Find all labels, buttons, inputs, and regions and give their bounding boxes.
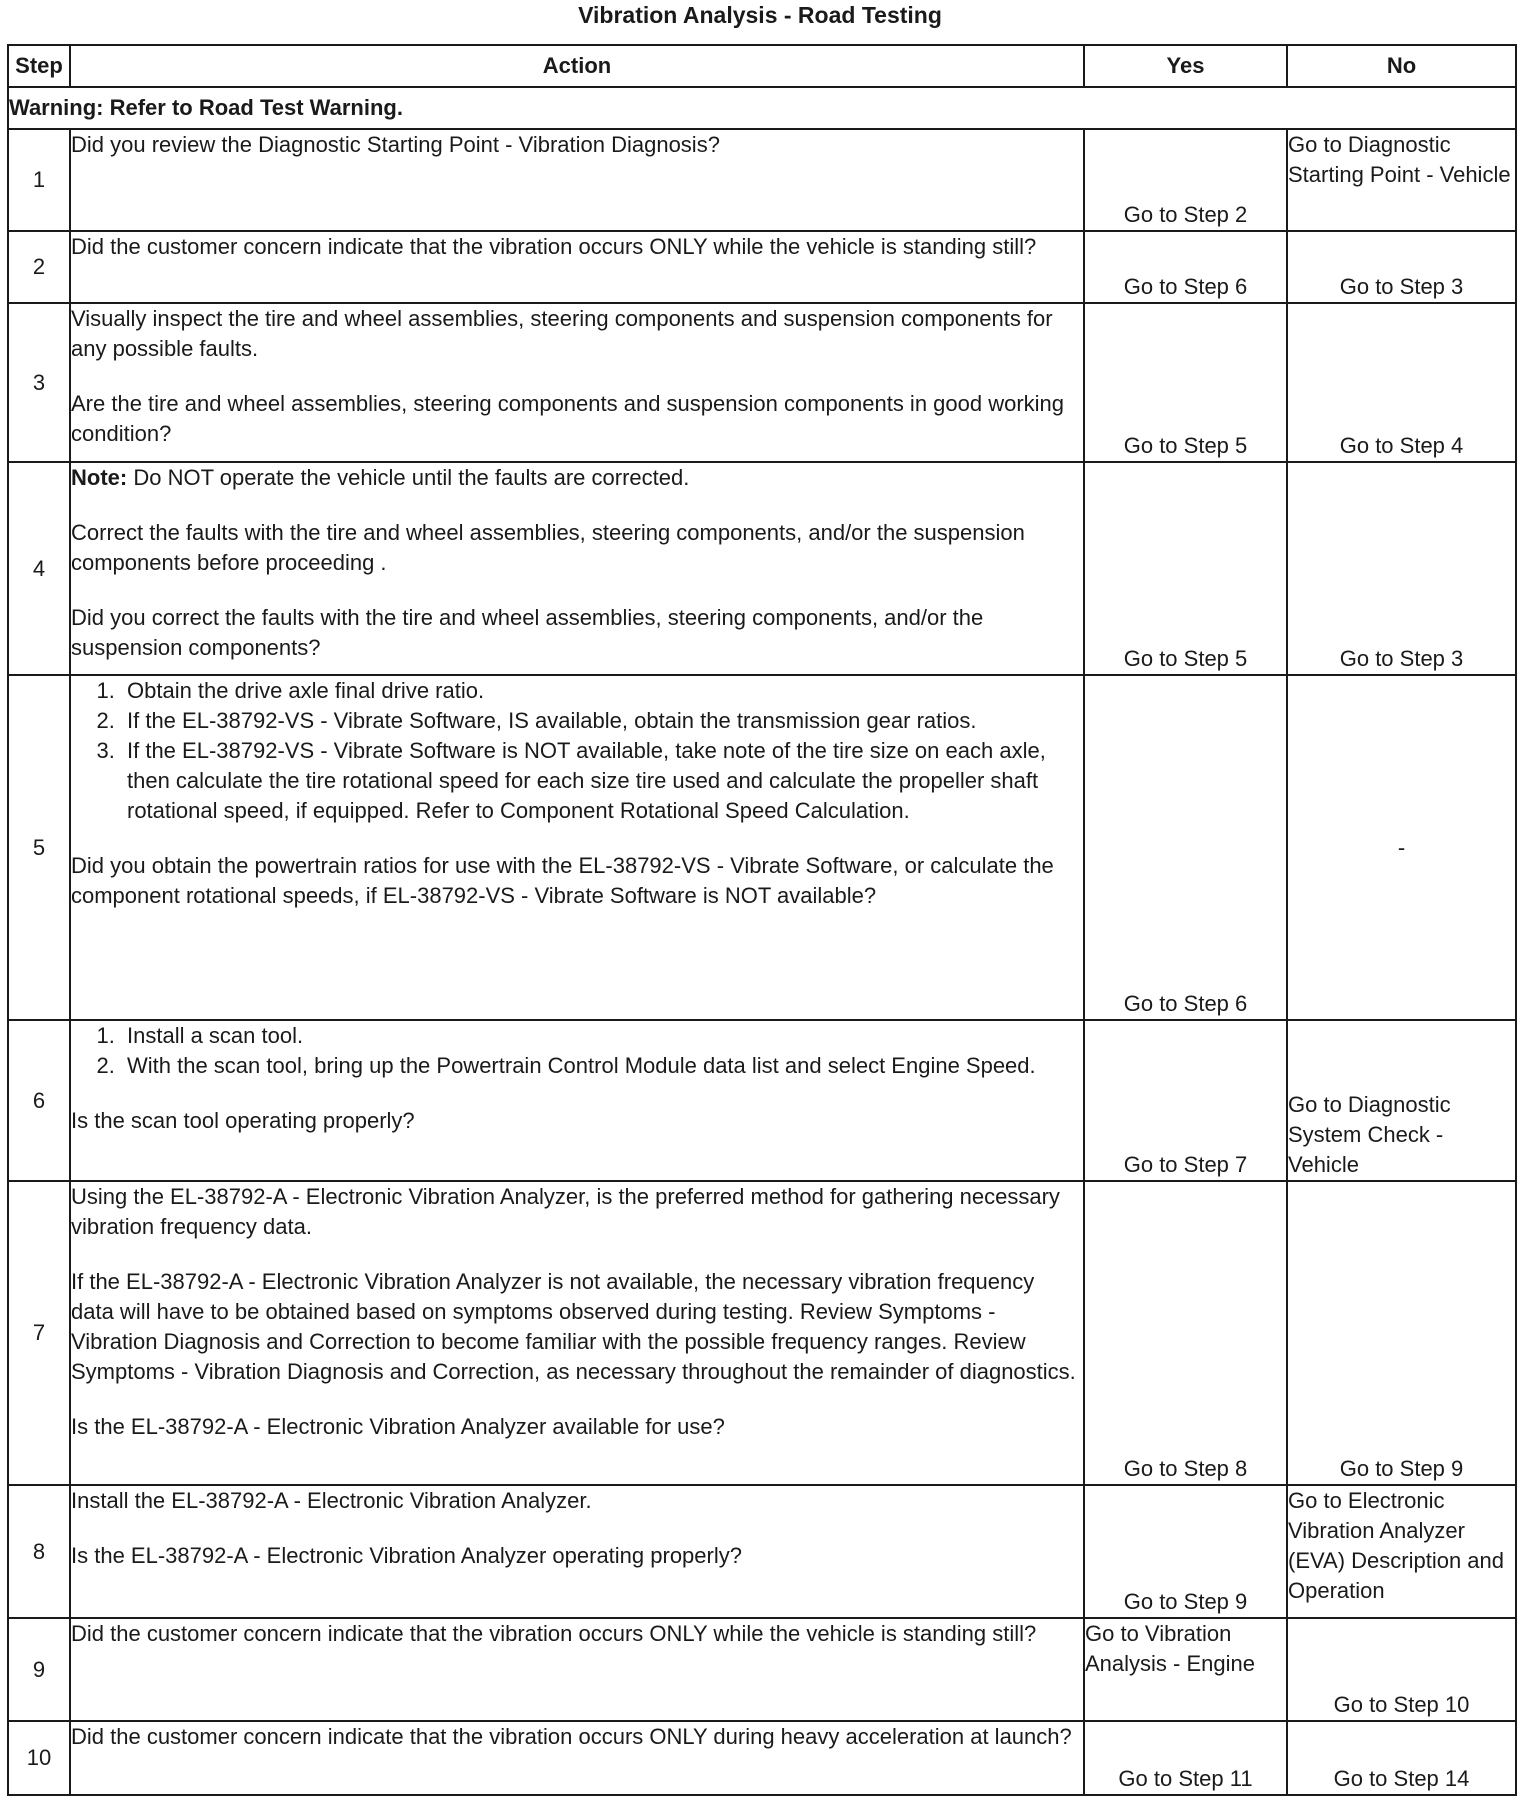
warning-row (8, 87, 1516, 129)
yes-cell[interactable]: Go to Step 5 (1084, 303, 1287, 462)
action-text: Using the EL-38792-A - Electronic Vibration Analyzer, is the preferred method for gathering necessary vibration frequency data. (71, 1184, 1060, 1239)
list-item: 2. With the scan tool, bring up the Powertrain Control Module data list and select Engine Speed. (121, 1051, 1083, 1081)
yes-cell[interactable]: Go to Step 7 (1084, 1020, 1287, 1181)
no-cell[interactable]: Go to Step 10 (1287, 1618, 1516, 1721)
action-text: Did you review the Diagnostic Starting Point - Vibration Diagnosis? (71, 132, 720, 157)
action-cell (70, 1181, 1084, 1485)
action-text: Did the customer concern indicate that the vibration occurs ONLY while the vehicle is standing still? (71, 234, 1037, 259)
table-row (8, 1181, 1516, 1485)
header-yes: Yes (1084, 45, 1287, 87)
action-cell (70, 1485, 1084, 1618)
no-cell[interactable]: Go to Step 3 (1287, 231, 1516, 303)
step-number: 6 (8, 1020, 70, 1181)
table-row (8, 231, 1516, 303)
step-number: 4 (8, 462, 70, 675)
no-cell[interactable]: Go to Diagnostic Starting Point - Vehicle (1287, 129, 1516, 231)
table-row (8, 1020, 1516, 1181)
yes-cell[interactable]: Go to Step 5 (1084, 462, 1287, 675)
action-cell (70, 1618, 1084, 1721)
action-cell (70, 231, 1084, 303)
header-row (8, 45, 1516, 87)
yes-cell[interactable]: Go to Step 2 (1084, 129, 1287, 231)
table-row (8, 1721, 1516, 1795)
action-text: Correct the faults with the tire and wheel assemblies, steering components, and/or the suspension components before proceeding . (71, 520, 1025, 575)
list-item: 2. If the EL-38792-VS - Vibrate Software, IS available, obtain the transmission gear ratios. (121, 706, 1083, 736)
action-text: Is the EL-38792-A - Electronic Vibration Analyzer operating properly? (71, 1543, 742, 1568)
header-step: Step (8, 45, 70, 87)
step-number: 10 (8, 1721, 70, 1795)
header-no: No (1287, 45, 1516, 87)
action-cell (70, 675, 1084, 1020)
note-label: Note: (71, 465, 128, 490)
note-body: Do NOT operate the vehicle until the faults are corrected. (127, 465, 690, 490)
instruction-list (71, 1021, 1083, 1081)
list-item: 3. If the EL-38792-VS - Vibrate Software is NOT available, take note of the tire size on each axle, then calculate the tire rotational speed for each size tire used and calculate the propeller shaft rotational speed, if equipped. Refer to Component Rotational Speed Calculation. (121, 736, 1083, 826)
action-text: Visually inspect the tire and wheel assemblies, steering components and suspension components for any possible faults. (71, 306, 1053, 361)
action-text: Install the EL-38792-A - Electronic Vibration Analyzer. (71, 1488, 592, 1513)
action-text: Did you obtain the powertrain ratios for use with the EL-38792-VS - Vibrate Software, or calculate the component rotational speeds, if EL-38792-VS - Vibrate Software is NOT available? (71, 853, 1054, 908)
no-cell: - (1287, 675, 1516, 1020)
header-action: Action (70, 45, 1084, 87)
action-cell (70, 462, 1084, 675)
table-row (8, 462, 1516, 675)
list-item: 1. Obtain the drive axle final drive ratio. (121, 676, 1083, 706)
diagnostic-table (7, 44, 1517, 1796)
yes-cell[interactable]: Go to Vibration Analysis - Engine (1084, 1618, 1287, 1721)
yes-cell[interactable]: Go to Step 9 (1084, 1485, 1287, 1618)
yes-cell[interactable]: Go to Step 6 (1084, 675, 1287, 1020)
yes-cell[interactable]: Go to Step 6 (1084, 231, 1287, 303)
no-cell[interactable]: Go to Step 14 (1287, 1721, 1516, 1795)
step-number: 3 (8, 303, 70, 462)
no-cell[interactable]: Go to Diagnostic System Check - Vehicle (1287, 1020, 1516, 1181)
note-text (71, 463, 1083, 493)
no-cell[interactable]: Go to Step 3 (1287, 462, 1516, 675)
action-text: If the EL-38792-A - Electronic Vibration Analyzer is not available, the necessary vibration frequency data will have to be obtained based on symptoms observed during testing. Review Symptoms - Vibration Diagnosis and Correction to become familiar with the possible frequency ranges. Review Symptoms - Vibration Diagnosis and Correction, as necessary throughout the remainder of diagnostics. (71, 1269, 1076, 1384)
step-number: 5 (8, 675, 70, 1020)
instruction-list (71, 676, 1083, 826)
yes-cell[interactable]: Go to Step 11 (1084, 1721, 1287, 1795)
no-cell[interactable]: Go to Step 9 (1287, 1181, 1516, 1485)
no-cell[interactable]: Go to Electronic Vibration Analyzer (EVA) Description and Operation (1287, 1485, 1516, 1618)
action-cell (70, 1721, 1084, 1795)
action-text: Is the scan tool operating properly? (71, 1108, 415, 1133)
step-number: 7 (8, 1181, 70, 1485)
list-item: 1. Install a scan tool. (121, 1021, 1083, 1051)
warning-text: Warning: Refer to Road Test Warning. (8, 87, 1516, 129)
action-text: Did the customer concern indicate that the vibration occurs ONLY while the vehicle is standing still? (71, 1621, 1037, 1646)
yes-cell[interactable]: Go to Step 8 (1084, 1181, 1287, 1485)
step-number: 8 (8, 1485, 70, 1618)
step-number: 9 (8, 1618, 70, 1721)
no-cell[interactable]: Go to Step 4 (1287, 303, 1516, 462)
action-text: Did the customer concern indicate that the vibration occurs ONLY during heavy acceleration at launch? (71, 1724, 1072, 1749)
step-number: 2 (8, 231, 70, 303)
action-cell (70, 1020, 1084, 1181)
table-row (8, 303, 1516, 462)
action-cell (70, 129, 1084, 231)
table-row (8, 129, 1516, 231)
table-row (8, 1618, 1516, 1721)
action-text: Did you correct the faults with the tire and wheel assemblies, steering components, and/or the suspension components? (71, 605, 984, 660)
table-row (8, 1485, 1516, 1618)
action-text: Is the EL-38792-A - Electronic Vibration Analyzer available for use? (71, 1414, 725, 1439)
table-row (8, 675, 1516, 1020)
action-text: Are the tire and wheel assemblies, steering components and suspension components in good working condition? (71, 391, 1065, 446)
page-title: Vibration Analysis - Road Testing (578, 2, 942, 28)
step-number: 1 (8, 129, 70, 231)
action-cell (70, 303, 1084, 462)
